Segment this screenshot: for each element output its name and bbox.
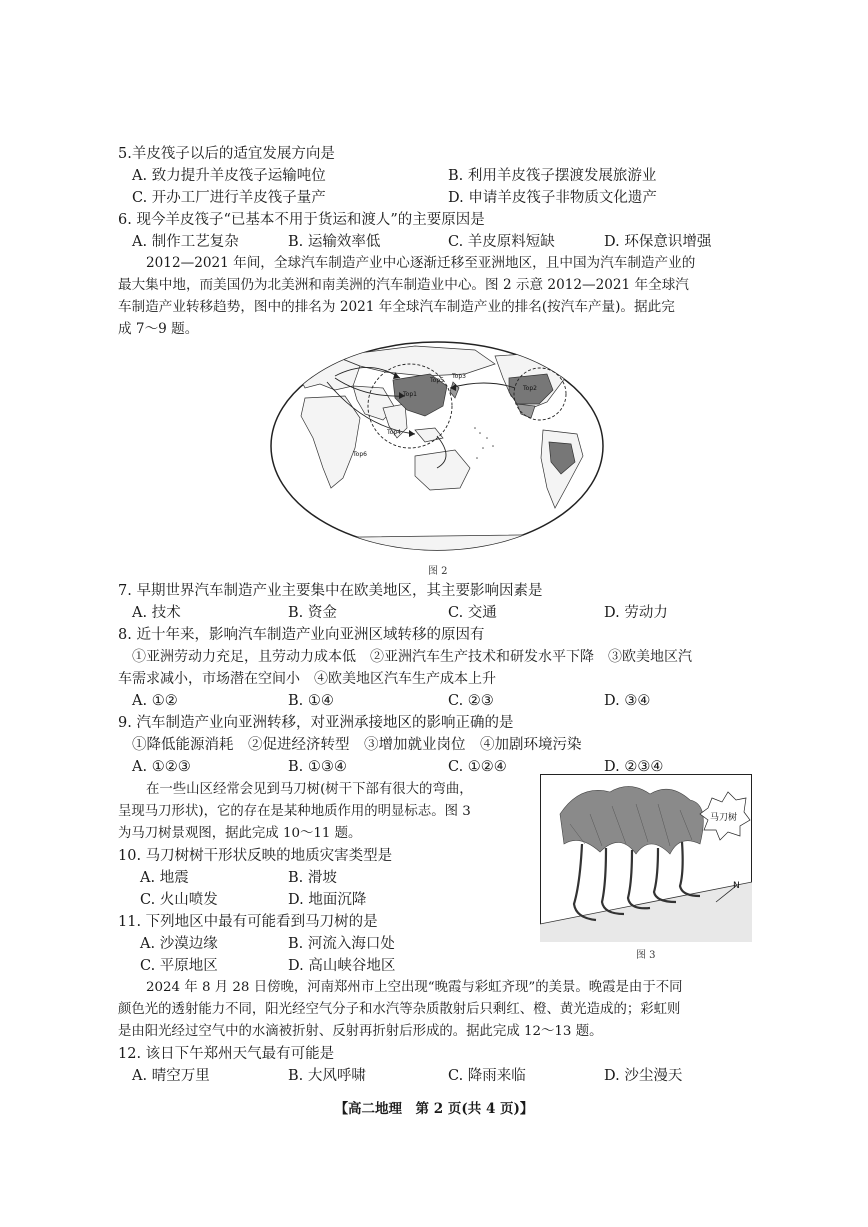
q6-stem: 6. 现今羊皮筏子“已基本不用于货运和渡人”的主要原因是: [118, 212, 485, 228]
saber-tree-label: 马刀树: [710, 813, 738, 823]
intro-7-9-line2: 最大集中地，而美国仍为北美洲和南美洲的汽车制造业中心。图 2 示意 2012—2021 年全球汽: [118, 277, 689, 293]
q9-option-b: B. ①③④: [288, 759, 347, 775]
q8-option-a: A. ①②: [132, 693, 178, 709]
q9-stem: 9. 汽车制造产业向亚洲转移，对亚洲承接地区的影响正确的是: [118, 715, 514, 731]
q11-stem: 11. 下列地区中最有可能看到马刀树的是: [118, 914, 378, 930]
q6-option-b: B. 运输效率低: [288, 234, 381, 250]
q11-option-c: C. 平原地区: [140, 958, 218, 974]
q10-stem: 10. 马刀树树干形状反映的地质灾害类型是: [118, 848, 393, 864]
q10-option-d: D. 地面沉降: [288, 892, 367, 908]
q8-statements-line1: ①亚洲劳动力充足，且劳动力成本低 ②亚洲汽车生产技术和研发水平下降 ③欧美地区汽: [132, 649, 692, 665]
q5-option-b: B. 利用羊皮筏子摆渡发展旅游业: [448, 168, 657, 184]
q9-option-d: D. ②③④: [604, 759, 664, 775]
q6-option-d: D. 环保意识增强: [604, 234, 712, 250]
q9-statements: ①降低能源消耗 ②促进经济转型 ③增加就业岗位 ④加剧环境污染: [132, 737, 582, 753]
north-label: N: [733, 881, 740, 891]
q5-option-a: A. 致力提升羊皮筏子运输吨位: [132, 168, 326, 184]
q11-option-a: A. 沙漠边缘: [140, 936, 218, 952]
q11-option-d: D. 高山峡谷地区: [288, 958, 396, 974]
intro-12-13-line2: 颜色光的透射能力不同，阳光经空气分子和水汽等杂质散射后只剩红、橙、黄光造成的；彩虹则: [118, 1002, 681, 1017]
page-footer: 【高二地理 第 2 页(共 4 页)】: [334, 1101, 534, 1117]
q12-stem: 12. 该日下午郑州天气最有可能是: [118, 1046, 335, 1062]
figure-3-saber-trees: [540, 774, 752, 942]
antarctica-shape: [275, 534, 605, 556]
q11-option-b: B. 河流入海口处: [288, 936, 395, 952]
q6-option-a: A. 制作工艺复杂: [132, 234, 239, 250]
q7-stem: 7. 早期世界汽车制造产业主要集中在欧美地区，其主要影响因素是: [118, 583, 543, 599]
map-label-top5: Top5: [430, 377, 444, 384]
map-label-top1: Top1: [403, 391, 417, 398]
q9-option-a: A. ①②③: [132, 759, 191, 775]
map-label-top6: Top6: [353, 451, 367, 458]
intro-10-11-line3: 为马刀树景观图，据此完成 10～11 题。: [118, 826, 362, 841]
intro-12-13-line3: 是由阳光经过空气中的水滴被折射、反射再折射后形成的。据此完成 12～13 题。: [118, 1024, 603, 1039]
map-label-top3: Top3: [452, 373, 466, 380]
q5-stem: 5.羊皮筏子以后的适宜发展方向是: [118, 146, 335, 162]
map-label-top4: Top4: [387, 429, 401, 436]
q5-option-d: D. 申请羊皮筏子非物质文化遗产: [448, 190, 657, 206]
intro-10-11-line2: 呈现马刀形状)，它的存在是某种地质作用的明显标志。图 3: [118, 804, 471, 819]
q10-option-a: A. 地震: [140, 870, 189, 886]
q9-option-c: C. ①②④: [448, 759, 507, 775]
q8-option-d: D. ③④: [604, 693, 651, 709]
intro-7-9-line3: 车制造产业转移趋势，图中的排名为 2021 年全球汽车制造产业的排名(按汽车产量)。据此完: [118, 299, 675, 315]
q5-option-c: C. 开办工厂进行羊皮筏子量产: [132, 190, 326, 206]
q12-option-a: A. 晴空万里: [132, 1068, 210, 1084]
q8-stem: 8. 近十年来，影响汽车制造产业向亚洲区域转移的原因有: [118, 627, 485, 643]
q7-option-b: B. 资金: [288, 605, 337, 621]
intro-12-13-line1: 2024 年 8 月 28 日傍晚，河南郑州市上空出现“晚霞与彩虹齐现”的美景。晚霞是由于不同: [146, 980, 683, 995]
q12-option-d: D. 沙尘漫天: [604, 1068, 683, 1084]
q8-option-c: C. ②③: [448, 693, 494, 709]
map-label-top2: Top2: [523, 385, 537, 392]
intro-7-9-line4: 成 7～9 题。: [118, 321, 199, 337]
figure-2-caption: 图 2: [428, 566, 448, 577]
q10-option-c: C. 火山喷发: [140, 892, 218, 908]
q7-option-d: D. 劳动力: [604, 605, 668, 621]
q8-option-b: B. ①④: [288, 693, 334, 709]
intro-7-9-line1: 2012—2021 年间，全球汽车制造产业中心逐渐迁移至亚洲地区，且中国为汽车制造产业的: [146, 255, 696, 271]
intro-10-11-line1: 在一些山区经常会见到马刀树(树干下部有很大的弯曲，: [146, 782, 473, 797]
q8-statements-line2: 车需求减小，市场潜在空间小 ④欧美地区汽车生产成本上升: [118, 671, 496, 687]
q7-option-a: A. 技术: [132, 605, 181, 621]
q12-option-b: B. 大风呼啸: [288, 1068, 366, 1084]
q12-option-c: C. 降雨来临: [448, 1068, 526, 1084]
q6-option-c: C. 羊皮原料短缺: [448, 234, 555, 250]
q7-option-c: C. 交通: [448, 605, 497, 621]
figure-2-world-map: [265, 338, 610, 556]
figure-3-caption: 图 3: [636, 950, 656, 961]
q10-option-b: B. 滑坡: [288, 870, 337, 886]
